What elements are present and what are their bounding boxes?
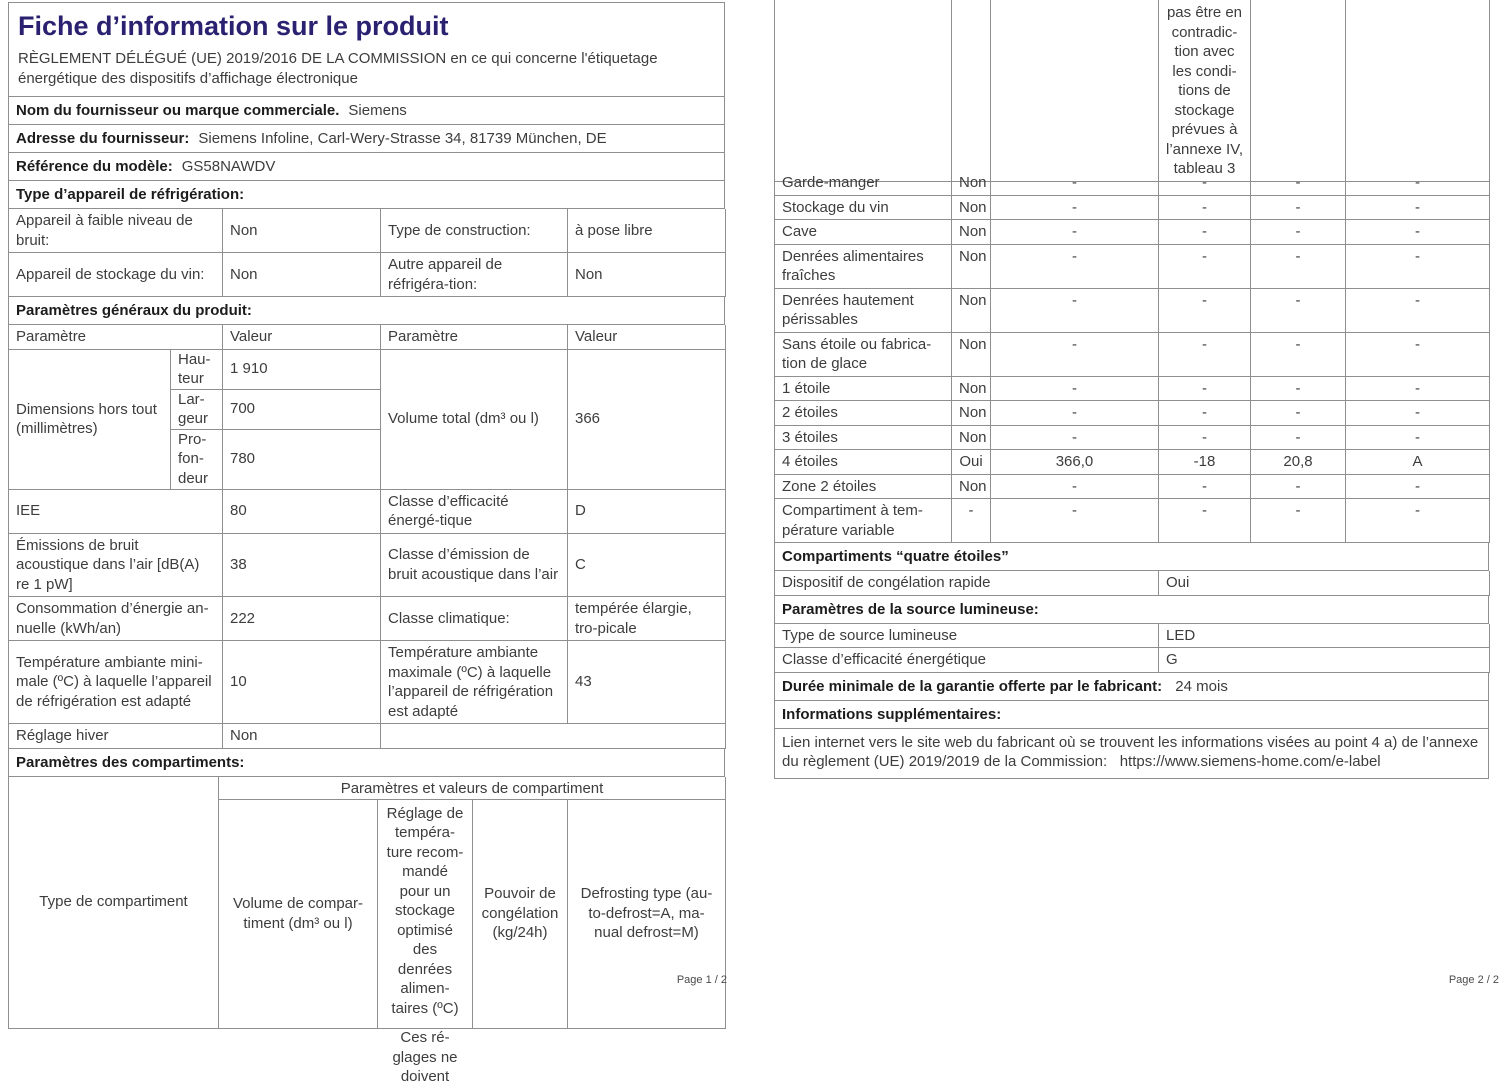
compartment-value-cell: Non: [952, 196, 991, 221]
compartment-row: [775, 333, 1489, 377]
section-compartments-header: Paramètres des compartiments:: [9, 749, 725, 777]
table-cell-label: Classe d’efficacité énergé-tique: [381, 490, 568, 534]
compartment-value-cell: Non: [952, 401, 991, 426]
title-cell: [9, 3, 725, 97]
wine-storage-row: [9, 253, 725, 297]
compartment-value-cell: -: [1346, 377, 1490, 402]
model-reference-value: GS58NAWDV: [181, 157, 276, 175]
dimension-key: Hau-teur: [171, 350, 223, 390]
eei-row: [9, 490, 725, 534]
noise-row: [9, 209, 725, 253]
compartment-value-cell: -: [1159, 333, 1251, 377]
section-general-row: [9, 297, 725, 325]
table-cell-value: tempérée élargie, tro-picale: [568, 597, 726, 641]
compartment-value-cell: -: [991, 426, 1159, 451]
compartment-value-cell: -: [1346, 333, 1490, 377]
compartment-type-cell: Compartiment à tem-pérature variable: [775, 499, 952, 543]
table-cell-label: Appareil à faible niveau de bruit:: [9, 209, 223, 253]
fast-freeze-row: [775, 571, 1489, 596]
compartment-row: [775, 220, 1489, 245]
compartment-row: [775, 401, 1489, 426]
supplier-address-value: Siemens Infoline, Carl-Wery-Strasse 34, 81739 München, DE: [198, 129, 607, 147]
compartment-header-continuation: [775, 0, 1489, 177]
compartment-type-cell: Cave: [775, 220, 952, 245]
compartment-value-cell: -: [1251, 499, 1346, 543]
compartment-type-cell: 3 étoiles: [775, 426, 952, 451]
light-source-type-row: [775, 624, 1489, 649]
compartment-value-cell: -: [991, 289, 1159, 333]
compartment-value-cell: -: [1159, 475, 1251, 500]
compartment-value-cell: -: [1159, 289, 1251, 333]
manufacturer-link-label: Lien internet vers le site web du fabricant où se trouvent les informations visées au point 4 a) de l’annexe du règlement (UE) 2019/2019 de la Commission:: [782, 733, 1479, 770]
warranty-label: Durée minimale de la garantie offerte par le fabricant:: [782, 677, 1163, 695]
compartment-value-cell: -: [1346, 475, 1490, 500]
supplier-name-label: Nom du fournisseur ou marque commerciale.: [16, 101, 340, 119]
total-volume-label: Volume total (dm³ ou l): [381, 350, 568, 490]
compartment-type-cell: Garde-manger: [775, 171, 952, 196]
compartment-rows: [775, 171, 1489, 543]
table-cell-value: Non: [223, 724, 381, 749]
table-cell-label: Type de source lumineuse: [775, 624, 1159, 649]
compartment-value-cell: -: [1159, 220, 1251, 245]
manufacturer-website-link[interactable]: https://www.siemens-home.com/e-label: [1119, 753, 1381, 770]
empty-cell: [952, 0, 991, 182]
compartment-type-cell: 4 étoiles: [775, 450, 952, 475]
param-value-header-row: [9, 325, 725, 350]
compartment-value-cell: -: [1346, 426, 1490, 451]
section-four-star-row: [775, 543, 1489, 571]
compartment-value-cell: -: [1159, 499, 1251, 543]
compartment-value-cell: -: [991, 245, 1159, 289]
dimension-value: 780: [223, 430, 381, 490]
compartment-type-cell: 1 étoile: [775, 377, 952, 402]
section-light-source-row: [775, 596, 1489, 624]
model-reference-row: [9, 153, 725, 181]
compartment-row: [775, 196, 1489, 221]
empty-cell: [1346, 0, 1490, 182]
table-cell-value: 43: [568, 641, 726, 724]
table-cell-value: Oui: [1159, 571, 1490, 596]
manufacturer-link-row: [775, 729, 1489, 779]
supplier-address-label: Adresse du fournisseur:: [16, 129, 190, 147]
table-cell-value: Non: [223, 209, 381, 253]
compartment-row: [775, 475, 1489, 500]
table-cell-value: D: [568, 490, 726, 534]
empty-cell: [1251, 0, 1346, 182]
compartment-value-cell: Non: [952, 333, 991, 377]
compartment-value-cell: -: [1159, 401, 1251, 426]
product-sheet-table-page2: [774, 0, 1489, 779]
dimension-key: Pro-fon-deur: [171, 430, 223, 490]
page-1: [8, 0, 725, 1086]
compartment-span-header: Paramètres et valeurs de compartiment: [219, 777, 726, 800]
compartment-value-cell: -18: [1159, 450, 1251, 475]
compartment-value-cell: Non: [952, 245, 991, 289]
noise-emission-row: [9, 534, 725, 598]
compartment-value-cell: -: [1251, 377, 1346, 402]
compartment-value-cell: -: [1251, 426, 1346, 451]
compartment-value-cell: -: [1251, 220, 1346, 245]
total-volume-value: 366: [568, 350, 726, 490]
compartment-value-cell: -: [1159, 245, 1251, 289]
compartment-value-cell: Non: [952, 289, 991, 333]
dimension-key: Lar-geur: [171, 390, 223, 430]
compartment-value-cell: -: [1159, 377, 1251, 402]
section-general-header: Paramètres généraux du produit:: [9, 297, 725, 325]
compartment-value-cell: -: [1346, 196, 1490, 221]
compartment-value-cell: -: [1159, 426, 1251, 451]
table-cell-label: Température ambiante mini-male (ºC) à laquelle l’appareil de réfrigération est adapté: [9, 641, 223, 724]
compartment-value-cell: Non: [952, 475, 991, 500]
table-cell-label: Température ambiante maximale (ºC) à laquelle l’appareil de réfrigération est adapté: [381, 641, 568, 724]
table-cell-label: Classe d’efficacité énergétique: [775, 648, 1159, 673]
title-row: [9, 3, 725, 97]
compartment-value-cell: -: [991, 220, 1159, 245]
compartment-value-cell: -: [1251, 333, 1346, 377]
table-cell-value: 10: [223, 641, 381, 724]
compartment-value-cell: -: [1346, 401, 1490, 426]
compartment-value-cell: Oui: [952, 450, 991, 475]
empty-cell: [381, 724, 726, 749]
compartment-type-cell: Denrées hautement périssables: [775, 289, 952, 333]
compartment-type-cell: 2 étoiles: [775, 401, 952, 426]
empty-cell: [991, 0, 1159, 182]
dimension-value: 700: [223, 390, 381, 430]
regulation-subtitle: RÈGLEMENT DÉLÉGUÉ (UE) 2019/2016 DE LA COMMISSION en ce qui concerne l'étiquetage énergétique des dispositifs d’affichage électronique: [18, 50, 658, 87]
compartment-type-cell: Stockage du vin: [775, 196, 952, 221]
compartment-row: [775, 450, 1489, 475]
supplier-name-row: [9, 97, 725, 125]
compartment-value-cell: -: [1159, 196, 1251, 221]
ambient-temperature-row: [9, 641, 725, 724]
compartment-value-cell: Non: [952, 377, 991, 402]
energy-consumption-row: [9, 597, 725, 641]
section-light-source-header: Paramètres de la source lumineuse:: [775, 596, 1489, 624]
compartment-value-cell: -: [1251, 289, 1346, 333]
dimension-value: 1 910: [223, 350, 381, 390]
temperature-setting-column-header: [378, 800, 473, 1086]
product-sheet-table-page1: [8, 2, 725, 1086]
model-reference-cell: [9, 153, 725, 181]
table-cell-value: G: [1159, 648, 1490, 673]
table-cell-label: Appareil de stockage du vin:: [9, 253, 223, 297]
supplier-address-row: [9, 125, 725, 153]
compartment-row: [775, 377, 1489, 402]
manufacturer-link-cell: [775, 729, 1489, 779]
table-cell-value: C: [568, 534, 726, 598]
table-cell-label: IEE: [9, 490, 223, 534]
defrosting-type-column-header: Defrosting type (au-to-defrost=A, ma-nual defrost=M): [568, 800, 726, 1029]
compartment-type-cell: Denrées alimentaires fraîches: [775, 245, 952, 289]
empty-cell: [775, 0, 952, 182]
compartment-type-header: Type de compartiment: [9, 777, 219, 1029]
compartment-table-header: [9, 777, 725, 1086]
column-header: Paramètre: [381, 325, 568, 350]
compartment-value-cell: -: [991, 171, 1159, 196]
table-cell-label: Consommation d’énergie an-nuelle (kWh/an): [9, 597, 223, 641]
compartment-value-cell: -: [1251, 475, 1346, 500]
compartment-row: [775, 171, 1489, 196]
table-cell-value: 38: [223, 534, 381, 598]
compartment-value-cell: -: [1346, 171, 1490, 196]
page-footer-2: Page 2 / 2: [1448, 974, 1499, 986]
compartment-value-cell: -: [1346, 220, 1490, 245]
temperature-setting-note: Ces ré-glages ne doivent: [392, 1029, 458, 1086]
compartment-value-cell: -: [1251, 245, 1346, 289]
compartment-value-cell: -: [952, 499, 991, 543]
compartment-value-cell: Non: [952, 426, 991, 451]
section-additional-info-row: [775, 701, 1489, 729]
table-cell-value: Non: [223, 253, 381, 297]
dimensions-label: Dimensions hors tout (millimètres): [9, 350, 171, 490]
table-cell-label: Type de construction:: [381, 209, 568, 253]
page-footer-1: Page 1 / 2: [676, 974, 727, 986]
warranty-cell: [775, 673, 1489, 701]
light-source-class-row: [775, 648, 1489, 673]
section-four-star-header: Compartiments “quatre étoiles”: [775, 543, 1489, 571]
table-cell-label: Émissions de bruit acoustique dans l’air [dB(A) re 1 pW]: [9, 534, 223, 598]
table-cell-label: Dispositif de congélation rapide: [775, 571, 1159, 596]
compartment-type-cell: Zone 2 étoiles: [775, 475, 952, 500]
column-header: Valeur: [568, 325, 726, 350]
freezing-capacity-column-header: Pouvoir de congélation (kg/24h): [473, 800, 568, 1029]
table-cell-label: Autre appareil de réfrigéra-tion:: [381, 253, 568, 297]
compartment-value-cell: -: [991, 401, 1159, 426]
model-reference-label: Référence du modèle:: [16, 157, 173, 175]
table-cell-label: Classe d’émission de bruit acoustique dans l’air: [381, 534, 568, 598]
page-2: [774, 0, 1489, 779]
compartment-row: [775, 245, 1489, 289]
compartment-value-cell: -: [1346, 499, 1490, 543]
supplier-name-value: Siemens: [348, 101, 407, 119]
supplier-address-cell: [9, 125, 725, 153]
compartment-type-cell: Sans étoile ou fabrica-tion de glace: [775, 333, 952, 377]
table-cell-value: 80: [223, 490, 381, 534]
volume-column-header: Volume de compar-timent (dm³ ou l): [219, 800, 378, 1029]
compartment-value-cell: -: [991, 499, 1159, 543]
table-cell-value: LED: [1159, 624, 1490, 649]
page-title: Fiche d’information sur le produit: [18, 11, 449, 41]
warranty-row: [775, 673, 1489, 701]
section-type-row: [9, 181, 725, 209]
compartment-value-cell: -: [1346, 245, 1490, 289]
warranty-value: 24 mois: [1175, 677, 1228, 695]
compartment-value-cell: Non: [952, 220, 991, 245]
compartment-value-cell: -: [991, 196, 1159, 221]
compartment-value-cell: -: [991, 377, 1159, 402]
section-type-header: Type d’appareil de réfrigération:: [9, 181, 725, 209]
compartment-row: [775, 499, 1489, 543]
section-additional-info-header: Informations supplémentaires:: [775, 701, 1489, 729]
compartment-value-cell: 20,8: [1251, 450, 1346, 475]
compartment-value-cell: 366,0: [991, 450, 1159, 475]
dimensions-block: [9, 350, 725, 490]
table-cell-value: Non: [568, 253, 726, 297]
compartment-value-cell: Non: [952, 171, 991, 196]
temperature-setting-note-continuation: pas être en contradic-tion avec les condi-tions de stockage prévues à l’annexe IV, tableau 3: [1159, 0, 1251, 182]
compartment-row: [775, 289, 1489, 333]
compartment-value-cell: -: [991, 475, 1159, 500]
compartment-row: [775, 426, 1489, 451]
column-header: Paramètre: [9, 325, 223, 350]
compartment-value-cell: -: [1346, 289, 1490, 333]
compartment-value-cell: A: [1346, 450, 1490, 475]
winter-setting-row: [9, 724, 725, 749]
supplier-name-cell: [9, 97, 725, 125]
section-compartments-row: [9, 749, 725, 777]
compartment-value-cell: -: [1251, 401, 1346, 426]
table-cell-value: à pose libre: [568, 209, 726, 253]
table-cell-label: Réglage hiver: [9, 724, 223, 749]
table-cell-value: 222: [223, 597, 381, 641]
compartment-value-cell: -: [1251, 171, 1346, 196]
table-cell-label: Classe climatique:: [381, 597, 568, 641]
compartment-value-cell: -: [1251, 196, 1346, 221]
temperature-setting-text: Réglage de tempéra-ture recom-mandé pour un stockage optimisé des denrées alimen-taires (ºC): [386, 804, 464, 1017]
compartment-value-cell: -: [1159, 171, 1251, 196]
compartment-value-cell: -: [991, 333, 1159, 377]
column-header: Valeur: [223, 325, 381, 350]
